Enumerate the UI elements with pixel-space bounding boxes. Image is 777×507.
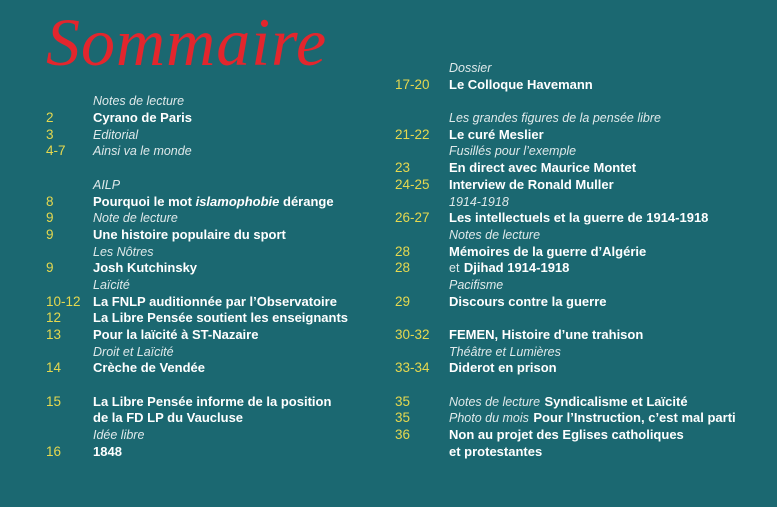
toc-entry (46, 210, 386, 227)
toc-entry (395, 127, 775, 144)
page-number: 8 (46, 193, 54, 209)
toc-entry (395, 160, 775, 177)
contents-right-column (395, 60, 775, 461)
rubric-row (395, 194, 775, 211)
toc-entry (46, 143, 386, 160)
article-title: Le curé Meslier (449, 126, 544, 142)
page-number: 9 (46, 210, 54, 226)
rubric-row (395, 277, 775, 294)
page-number: 23 (395, 160, 411, 176)
toc-entry (46, 327, 386, 344)
rubric-label: Les grandes figures de la pensée libre (449, 111, 661, 126)
article-title (93, 194, 334, 209)
article-title: Le Colloque Havemann (449, 76, 593, 92)
rubric-label: Droit et Laïcité (93, 344, 174, 359)
rubric-row (395, 60, 775, 77)
page-number: 9 (46, 260, 54, 276)
page-number: 12 (46, 310, 62, 326)
page-number: 35 (395, 410, 411, 426)
page-number: 13 (46, 327, 62, 343)
entry-label: Photo du mois (449, 411, 529, 426)
article-title-emphasis: islamophobie (195, 193, 280, 209)
spacer (395, 310, 775, 327)
toc-entry (46, 127, 386, 144)
toc-entry (46, 360, 386, 377)
rubric-label: Les Nôtres (93, 244, 154, 259)
rubric-label: Idée libre (93, 428, 145, 443)
toc-entry (395, 394, 775, 411)
page-title: Sommaire (46, 4, 328, 80)
rubric-label: AILP (93, 177, 121, 192)
article-title: Djihad 1914-1918 (463, 260, 570, 276)
entry-label: Notes de lecture (449, 394, 541, 409)
spacer (395, 93, 775, 110)
article-title: Crèche de Vendée (93, 360, 205, 376)
page-number: 21-22 (395, 126, 430, 142)
page-number: 26-27 (395, 210, 430, 226)
article-title: Josh Kutchinsky (93, 260, 198, 276)
article-title: La Libre Pensée soutient les enseignants (93, 310, 349, 326)
rubric-row (46, 277, 386, 294)
rubric-label: Dossier (449, 61, 492, 75)
page-number: 4-7 (46, 143, 66, 159)
toc-entry (46, 227, 386, 244)
article-title: Mémoires de la guerre d’Algérie (449, 243, 647, 259)
rubric-label: Laïcité (93, 277, 130, 292)
toc-entry (46, 310, 386, 327)
article-title-part: dérange (283, 193, 334, 209)
page-number: 35 (395, 393, 411, 409)
article-title: En direct avec Maurice Montet (449, 160, 637, 176)
entry-prefix: et (449, 261, 460, 276)
page-number: 36 (395, 427, 411, 443)
page-number: 17-20 (395, 76, 430, 92)
toc-entry (46, 394, 386, 411)
entry-label: Note de lecture (93, 211, 178, 226)
article-title: Syndicalisme et Laïcité (544, 393, 688, 409)
article-title: 1848 (93, 443, 122, 459)
contents-left-column (46, 93, 386, 460)
rubric-row (46, 344, 386, 361)
toc-entry (395, 410, 775, 427)
page-number: 2 (46, 110, 54, 126)
article-title-line: Non au projet des Eglises catholiques (449, 427, 684, 443)
rubric-row (46, 427, 386, 444)
toc-entry (46, 260, 386, 277)
toc-entry-continuation (395, 444, 775, 461)
article-title-part: Pourquoi le mot (93, 193, 192, 209)
article-title: Interview de Ronald Muller (449, 176, 614, 192)
toc-entry (395, 427, 775, 444)
toc-entry (395, 177, 775, 194)
rubric-label: Fusillés pour l’exemple (449, 144, 577, 159)
article-title: Les intellectuels et la guerre de 1914-1918 (449, 210, 709, 226)
entry-label: Editorial (93, 127, 139, 142)
rubric-row (46, 93, 386, 110)
spacer (46, 160, 386, 177)
article-title: Discours contre la guerre (449, 293, 607, 309)
article-title: Diderot en prison (449, 360, 557, 376)
page-number: 14 (46, 360, 62, 376)
page-number: 33-34 (395, 360, 430, 376)
toc-entry (395, 77, 775, 94)
spacer (46, 377, 386, 394)
page-number: 16 (46, 443, 62, 459)
toc-entry (395, 244, 775, 261)
page-number: 9 (46, 226, 54, 242)
article-title: FEMEN, Histoire d’une trahison (449, 327, 644, 342)
page-number: 28 (395, 243, 411, 259)
page-number: 29 (395, 293, 411, 309)
toc-entry (395, 360, 775, 377)
toc-entry (46, 194, 386, 211)
toc-entry (395, 294, 775, 311)
article-title: Pour l’Instruction, c’est mal parti (533, 410, 736, 426)
toc-entry (395, 327, 775, 344)
rubric-row (46, 177, 386, 194)
article-title: Pour la laïcité à ST-Nazaire (93, 327, 259, 343)
toc-entry-continuation (46, 410, 386, 427)
toc-entry (46, 110, 386, 127)
page-number: 30-32 (395, 327, 430, 342)
page-number: 24-25 (395, 176, 430, 192)
toc-entry (395, 260, 775, 277)
spacer (395, 377, 775, 394)
article-title-line: et protestantes (449, 443, 543, 459)
entry-label: Ainsi va le monde (93, 144, 192, 159)
rubric-row (395, 143, 775, 160)
article-title-line: La Libre Pensée informe de la position (93, 393, 332, 409)
article-title-line: de la FD LP du Vaucluse (93, 410, 244, 426)
rubric-label: 1914-1918 (449, 194, 509, 209)
rubric-label: Pacifisme (449, 277, 504, 292)
page-number: 28 (395, 260, 411, 276)
article-title: Une histoire populaire du sport (93, 226, 286, 242)
rubric-row (46, 244, 386, 261)
toc-entry (395, 210, 775, 227)
page-number: 3 (46, 126, 54, 142)
page-number: 10-12 (46, 293, 81, 309)
rubric-row (395, 110, 775, 127)
rubric-row (395, 227, 775, 244)
rubric-label: Notes de lecture (93, 94, 185, 109)
article-title: La FNLP auditionnée par l’Observatoire (93, 293, 337, 309)
toc-entry (46, 444, 386, 461)
rubric-label: Théâtre et Lumières (449, 344, 561, 359)
rubric-label: Notes de lecture (449, 227, 541, 242)
rubric-row (395, 344, 775, 361)
toc-entry (46, 294, 386, 311)
page-number: 15 (46, 393, 62, 409)
article-title: Cyrano de Paris (93, 110, 192, 126)
